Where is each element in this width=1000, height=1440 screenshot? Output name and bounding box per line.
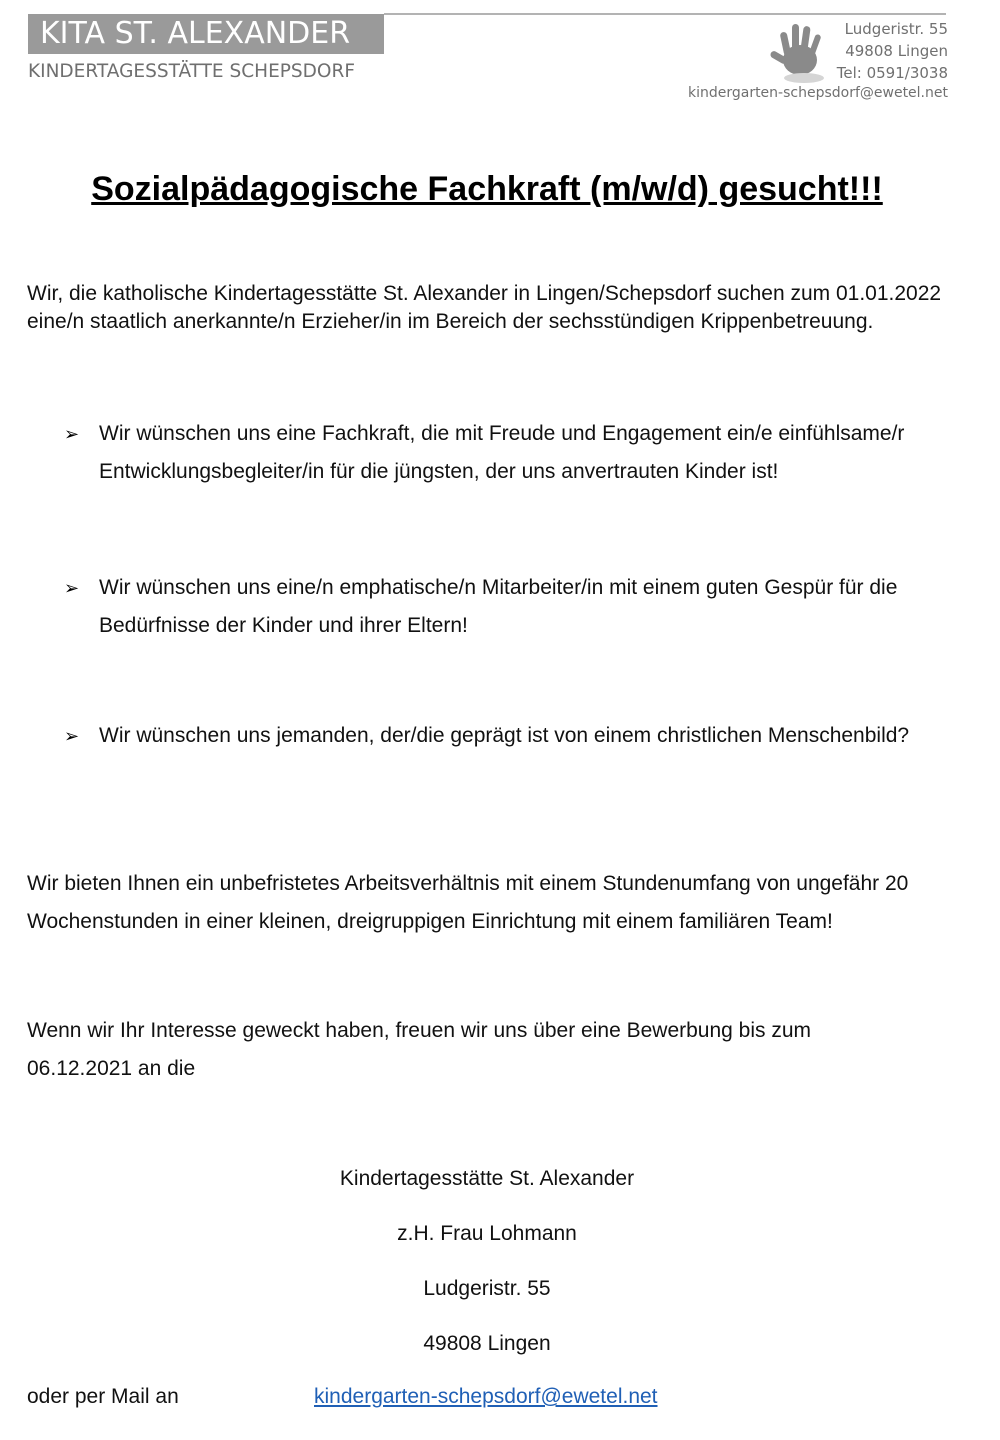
closing-paragraph: Wenn wir Ihr Interesse geweckt haben, freuen wir uns über eine Bewerbung bis zum 06.12.2021 an die (27, 1019, 812, 1080)
address-line-city: 49808 Lingen (423, 1332, 551, 1355)
address-line-street: Ludgeristr. 55 (423, 1277, 551, 1300)
bullet-arrow-icon: ➢ (64, 424, 80, 444)
letterhead-email[interactable]: kindergarten-schepsdorf@ewetel.net (687, 85, 948, 101)
page-title: Sozialpädagogische Fachkraft (m/w/d) gesucht!!! (91, 170, 883, 208)
handprint-icon (766, 20, 834, 86)
mail-label: oder per Mail an (27, 1385, 179, 1408)
header-rule (384, 13, 946, 15)
address-phone: Tel: 0591/3038 (836, 64, 948, 82)
address-line-contact: z.H. Frau Lohmann (397, 1222, 577, 1245)
address-city: 49808 Lingen (845, 42, 948, 60)
bullet-arrow-icon: ➢ (64, 726, 80, 746)
offer-paragraph: Wir bieten Ihnen ein unbefristetes Arbeitsverhältnis mit einem Stundenumfang von ungefähr 20 Wochenstunden in einer kleinen, dreigruppigen Einrichtung mit einem familiären Team! (27, 872, 909, 933)
list-item: Wir wünschen uns eine/n emphatische/n Mitarbeiter/in mit einem guten Gespür für die Bedürfnisse der Kinder und ihrer Eltern! (99, 576, 898, 637)
intro-paragraph: Wir, die katholische Kindertagesstätte St. Alexander in Lingen/Schepsdorf suchen zum 01.01.2022 eine/n staatlich anerkannte/n Erzieher/in im Bereich der sechsstündigen Krippenbetreuung. (27, 282, 942, 333)
list-item: Wir wünschen uns jemanden, der/die geprägt ist von einem christlichen Menschenbild? (99, 724, 910, 747)
list-item: Wir wünschen uns eine Fachkraft, die mit Freude und Engagement ein/e einfühlsame/r Entwicklungsbegleiter/in für die jüngsten, der uns anvertrauten Kinder ist! (99, 422, 905, 483)
email-link[interactable]: kindergarten-schepsdorf@ewetel.net (314, 1385, 658, 1408)
address-line-org: Kindertagesstätte St. Alexander (339, 1167, 635, 1190)
address-street: Ludgeristr. 55 (844, 20, 948, 38)
logo-subtitle: KINDERTAGESSTÄTTE SCHEPSDORF (28, 61, 355, 82)
logo-title: KITA ST. ALEXANDER (40, 16, 351, 51)
bullet-arrow-icon: ➢ (64, 578, 80, 598)
